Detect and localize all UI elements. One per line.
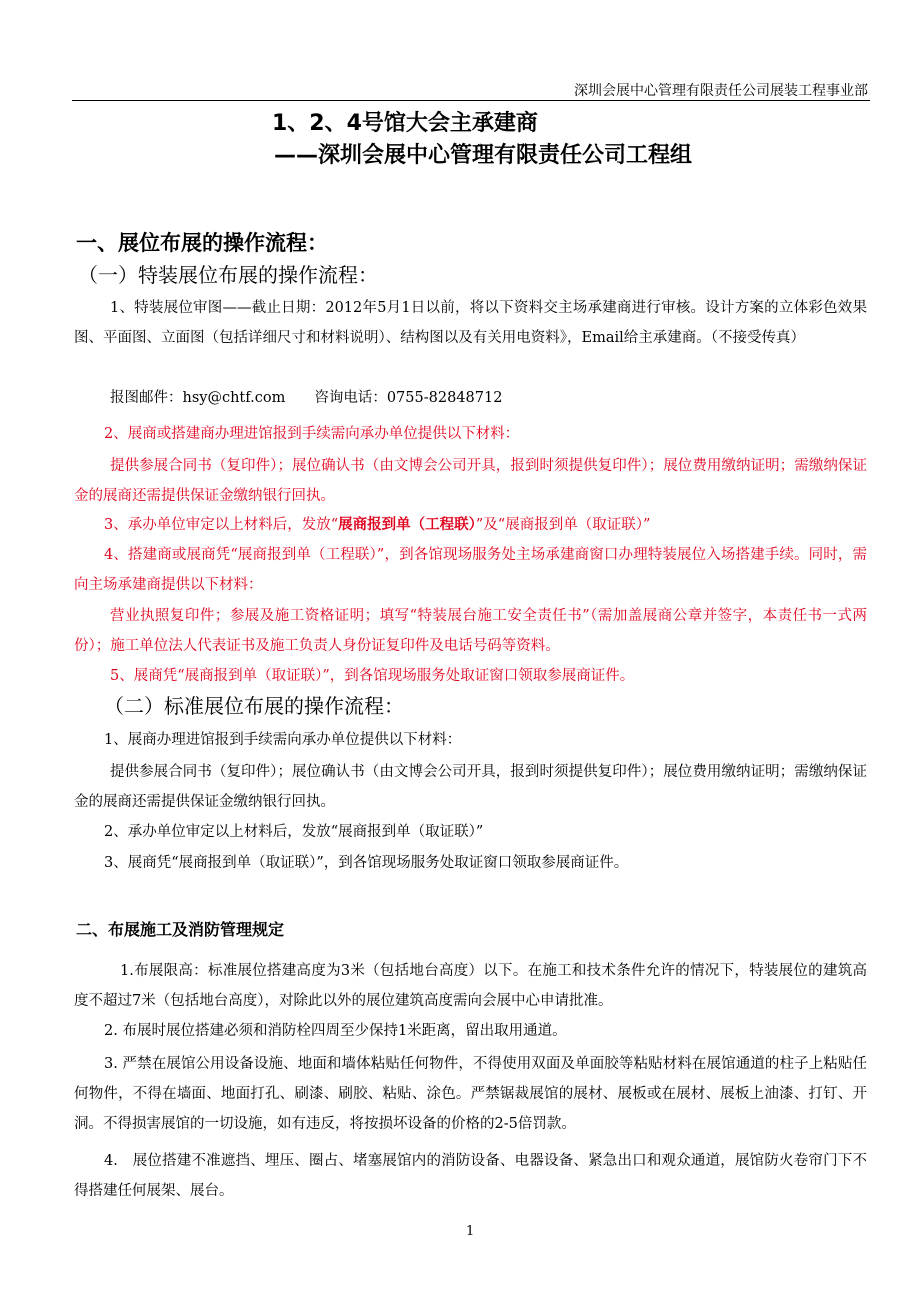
section-heading-booth-setup: 一、展位布展的操作流程： xyxy=(76,231,328,255)
paragraph-exhibitor-pass: 5、展商凭“展商报到单（取证联）”，到各馆现场服务处取证窗口领取参展商证件。 xyxy=(110,668,635,684)
issue-forms-engineering-form: 展商报到单（工程联） xyxy=(338,516,476,533)
subsection-heading-special-booth: （一）特装展位布展的操作流程： xyxy=(78,263,378,287)
header-company: 深圳会展中心管理有限责任公司展装工程事业部 xyxy=(574,83,868,99)
paragraph-standard-registration: 1、展商办理进馆报到手续需向承办单位提供以下材料： xyxy=(104,732,462,748)
paragraph-registration-detail: 提供参展合同书（复印件）；展位确认书（由文博会公司开具，报到时须提供复印件）；展位费用缴纳证明；需缴纳保证金的展商还需提供保证金缴纳银行回执。 xyxy=(74,458,867,504)
paragraph-standard-pass: 3、展商凭“展商报到单（取证联）”，到各馆现场服务处取证窗口领取参展商证件。 xyxy=(104,855,629,871)
header-divider xyxy=(72,100,870,101)
rule-no-obstruction: 4. 展位搭建不准遮挡、埋压、圈占、堵塞展馆内的消防设备、电器设备、紧急出口和观众通道，展馆防火卷帘门下不得搭建任何展架、展台。 xyxy=(74,1153,867,1199)
paragraph-contact: 报图邮件：hsy@chtf.com 咨询电话：0755-82848712 xyxy=(110,390,503,406)
document-subtitle: ——深圳会展中心管理有限责任公司工程组 xyxy=(274,143,693,168)
paragraph-standard-issue-form: 2、承办单位审定以上材料后，发放“展商报到单（取证联）” xyxy=(104,824,484,840)
paragraph-standard-registration-detail: 提供参展合同书（复印件）；展位确认书（由文博会公司开具，报到时须提供复印件）；展位费用缴纳证明；需缴纳保证金的展商还需提供保证金缴纳银行回执。 xyxy=(74,764,867,810)
subsection-heading-standard-booth: （二）标准展位布展的操作流程： xyxy=(104,694,404,718)
paragraph-registration-materials: 2、展商或搭建商办理进馆报到手续需向承办单位提供以下材料： xyxy=(104,426,520,442)
issue-forms-prefix: 3、承办单位审定以上材料后，发放“ xyxy=(104,517,339,533)
paragraph-entry-materials: 营业执照复印件；参展及施工资格证明；填写“特装展台施工安全责任书”（需加盖展商公章并签字，本责任书一式两份）；施工单位法人代表证书及施工负责人身份证复印件及电话号码等资料。 xyxy=(74,608,867,654)
rule-hydrant-clearance: 2. 布展时展位搭建必须和消防栓四周至少保持1米距离，留出取用通道。 xyxy=(104,1023,567,1039)
document-title: 1、2、4号馆大会主承建商 xyxy=(272,111,538,136)
section-heading-construction-fire-rules: 二、布展施工及消防管理规定 xyxy=(76,920,285,939)
issue-forms-suffix: ”及“展商报到单（取证联）” xyxy=(475,517,651,533)
paragraph-drawing-review: 1、特装展位审图——截止日期：2012年5月1日以前，将以下资料交主场承建商进行审核。设计方案的立体彩色效果图、平面图、立面图（包括详细尺寸和材料说明）、结构图以及有关用电资料》，Email给主承建商。（不接受传真） xyxy=(74,300,867,346)
rule-height-limit: 1.布展限高：标准展位搭建高度为3米（包括地台高度）以下。在施工和技术条件允许的情况下，特装展位的建筑高度不超过7米（包括地台高度），对除此以外的展位建筑高度需向会展中心申请批准。 xyxy=(74,963,867,1009)
page-number: 1 xyxy=(466,1224,475,1239)
paragraph-entry-procedure: 4、搭建商或展商凭“展商报到单（工程联）”，到各馆现场服务处主场承建商窗口办理特装展位入场搭建手续。同时，需向主场承建商提供以下材料： xyxy=(74,547,867,593)
paragraph-issue-forms xyxy=(74,510,867,540)
rule-no-adhesive-damage: 3. 严禁在展馆公用设备设施、地面和墙体粘贴任何物件，不得使用双面及单面胶等粘贴材料在展馆通道的柱子上粘贴任何物件，不得在墙面、地面打孔、刷漆、刷胶、粘贴、涂色。严禁锯裁展馆的展材、展板或在展材、展板上油漆、打钉、开洞。不得损害展馆的一切设施，如有违反，将按损坏设备的价格的2-5倍罚款。 xyxy=(74,1056,867,1132)
